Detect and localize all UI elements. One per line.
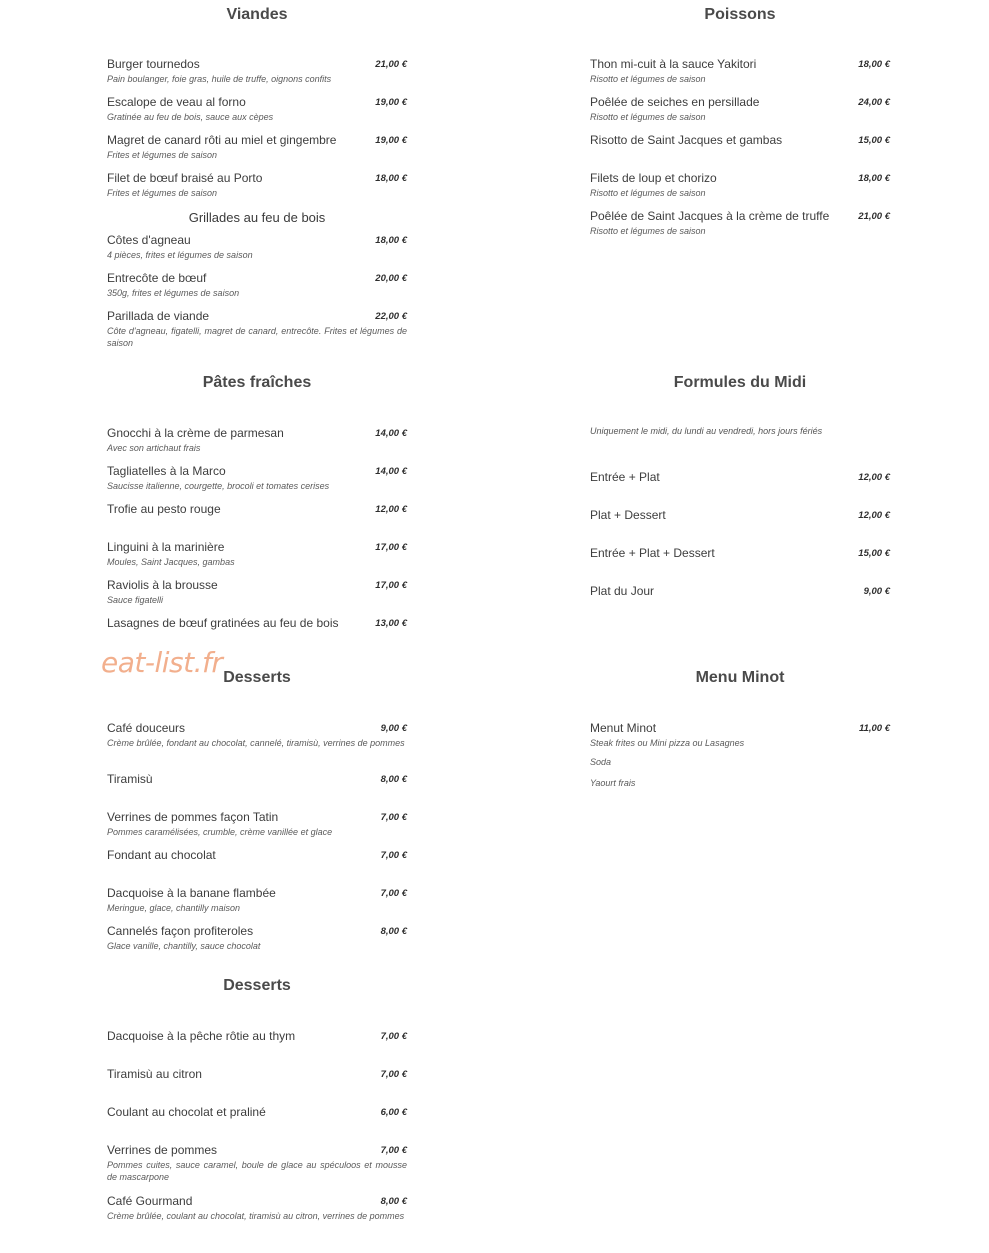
menu-item (107, 502, 407, 517)
item-price: 21,00 € (858, 211, 890, 222)
item-price: 14,00 € (375, 466, 407, 477)
menu-item (107, 924, 407, 952)
item-description: Moules, Saint Jacques, gambas (107, 557, 235, 567)
item-price: 21,00 € (375, 59, 407, 70)
section-title: Desserts (223, 977, 291, 994)
menu-item (590, 508, 890, 523)
item-description: Crème brûlée, fondant au chocolat, cannelé, tiramisù, verrines de pommes (107, 738, 405, 748)
menu-item (107, 810, 407, 838)
item-name: Lasagnes de bœuf gratinées au feu de bois (107, 616, 339, 630)
item-description: Saucisse italienne, courgette, brocoli et tomates cerises (107, 481, 330, 491)
item-name: Raviolis à la brousse (107, 578, 218, 592)
item-name: Filet de bœuf braisé au Porto (107, 171, 263, 185)
menu-item (107, 133, 407, 161)
item-price: 12,00 € (858, 472, 890, 483)
menu-item (107, 57, 407, 85)
item-price: 8,00 € (380, 926, 407, 937)
watermark-logo: eat-list.fr (101, 646, 223, 679)
formules-note: Uniquement le midi, du lundi au vendredi, hors jours fériés (590, 426, 823, 436)
menu-item (107, 1143, 407, 1183)
menu-item (107, 1105, 407, 1120)
item-name: Risotto de Saint Jacques et gambas (590, 133, 783, 147)
item-description: 4 pièces, frites et légumes de saison (107, 250, 253, 260)
item-name: Cannelés façon profiteroles (107, 924, 254, 938)
item-description: Steak frites ou Mini pizza ou Lasagnes (590, 738, 745, 748)
section-title: Poissons (704, 6, 776, 23)
item-description: Pommes cuites, sauce caramel, boule de glace au spéculoos et mousse de mascarpone (107, 1160, 407, 1182)
subsection-title: Grillades au feu de bois (188, 210, 326, 225)
item-name: Verrines de pommes (107, 1143, 218, 1157)
section-pates-fraiches (107, 373, 407, 643)
item-description: Crème brûlée, coulant au chocolat, tiramisù au citron, verrines de pommes (107, 1211, 405, 1221)
section-title: Pâtes fraîches (202, 374, 312, 391)
menu-item (107, 233, 407, 261)
item-description: Pommes caramélisées, crumble, crème vanillée et glace (107, 827, 333, 837)
section-title: Menu Minot (695, 669, 785, 686)
section-menu-minot (590, 668, 890, 798)
item-name: Entrée + Plat + Dessert (590, 546, 715, 560)
item-name: Café douceurs (107, 721, 186, 735)
menu-item (590, 57, 890, 85)
item-description: Risotto et légumes de saison (590, 188, 706, 198)
item-description: Pain boulanger, foie gras, huile de truffe, oignons confits (107, 74, 332, 84)
item-price: 12,00 € (375, 504, 407, 515)
item-price: 7,00 € (380, 888, 407, 899)
item-name: Entrecôte de bœuf (107, 271, 207, 285)
item-name: Plat du Jour (590, 584, 655, 598)
menu-item (107, 95, 407, 123)
item-price: 18,00 € (375, 235, 407, 246)
section-title: Viandes (226, 6, 288, 23)
item-description: Avec son artichaut frais (107, 443, 201, 453)
item-name: Menut Minot (590, 721, 657, 735)
menu-minot-dessert: Yaourt frais (590, 778, 636, 788)
menu-item (107, 616, 407, 631)
item-price: 12,00 € (858, 510, 890, 521)
menu-item (107, 171, 407, 199)
menu-item (590, 546, 890, 561)
item-price: 6,00 € (380, 1107, 407, 1118)
menu-item (107, 578, 407, 606)
menu-item (107, 271, 407, 299)
item-price: 24,00 € (858, 97, 890, 108)
item-description: Frites et légumes de saison (107, 188, 218, 198)
item-price: 17,00 € (375, 580, 407, 591)
item-description: Risotto et légumes de saison (590, 112, 706, 122)
item-price: 14,00 € (375, 428, 407, 439)
item-name: Verrines de pommes façon Tatin (107, 810, 279, 824)
item-price: 7,00 € (380, 850, 407, 861)
item-name: Poêlée de seiches en persillade (590, 95, 760, 109)
section-title: Formules du Midi (673, 374, 807, 391)
item-price: 7,00 € (380, 812, 407, 823)
item-name: Filets de loup et chorizo (590, 171, 717, 185)
item-price: 20,00 € (375, 273, 407, 284)
item-description: Risotto et légumes de saison (590, 226, 706, 236)
item-name: Escalope de veau al forno (107, 95, 246, 109)
item-name: Café Gourmand (107, 1194, 193, 1208)
item-description: Frites et légumes de saison (107, 150, 218, 160)
item-description: Glace vanille, chantilly, sauce chocolat (107, 941, 261, 951)
section-formules-midi (590, 373, 890, 613)
section-desserts (107, 668, 407, 958)
item-price: 9,00 € (380, 723, 407, 734)
item-description: Gratinée au feu de bois, sauce aux cèpes (107, 112, 274, 122)
item-price: 19,00 € (375, 97, 407, 108)
menu-item (107, 848, 407, 863)
menu-minot-drink: Soda (590, 757, 612, 767)
section-title: Desserts (223, 669, 291, 686)
menu-item (590, 95, 890, 123)
menu-item (107, 1194, 407, 1222)
item-price: 7,00 € (380, 1069, 407, 1080)
item-price: 8,00 € (380, 1196, 407, 1207)
item-price: 13,00 € (375, 618, 407, 629)
item-price: 7,00 € (380, 1031, 407, 1042)
menu-item (590, 209, 890, 237)
menu-item (590, 171, 890, 199)
item-price: 11,00 € (859, 723, 890, 734)
item-price: 15,00 € (858, 548, 890, 559)
menu-item (107, 464, 407, 492)
section-poissons (590, 5, 890, 245)
item-name: Parillada de viande (107, 309, 210, 323)
menu-item (590, 721, 890, 749)
item-description: Côte d'agneau, figatelli, magret de canard, entrecôte. Frites et légumes de saison (107, 326, 407, 348)
menu-item (590, 133, 890, 148)
item-description: Meringue, glace, chantilly maison (107, 903, 241, 913)
menu-item (107, 309, 407, 349)
item-name: Coulant au chocolat et praliné (107, 1105, 266, 1119)
item-name: Magret de canard rôti au miel et gingembre (107, 133, 337, 147)
item-name: Fondant au chocolat (107, 848, 216, 862)
section-viandes (107, 5, 407, 355)
item-price: 18,00 € (375, 173, 407, 184)
item-price: 22,00 € (375, 311, 407, 322)
menu-item (107, 1029, 407, 1044)
item-name: Dacquoise à la banane flambée (107, 886, 276, 900)
item-name: Poêlée de Saint Jacques à la crème de truffe (590, 209, 830, 223)
item-price: 9,00 € (863, 586, 890, 597)
item-price: 15,00 € (858, 135, 890, 146)
item-price: 18,00 € (858, 173, 890, 184)
section-desserts-2 (107, 976, 407, 1246)
item-name: Linguini à la marinière (107, 540, 225, 554)
menu-item (107, 540, 407, 568)
item-name: Côtes d'agneau (107, 233, 191, 247)
menu-item (107, 721, 407, 749)
menu-item (107, 772, 407, 787)
menu-item (107, 1067, 407, 1082)
menu-item (107, 886, 407, 914)
item-description: Sauce figatelli (107, 595, 164, 605)
item-price: 17,00 € (375, 542, 407, 553)
item-name: Tagliatelles à la Marco (107, 464, 226, 478)
item-name: Tiramisù (107, 772, 153, 786)
item-price: 7,00 € (380, 1145, 407, 1156)
item-name: Entrée + Plat (590, 470, 660, 484)
item-name: Dacquoise à la pêche rôtie au thym (107, 1029, 296, 1043)
item-price: 18,00 € (858, 59, 890, 70)
item-name: Thon mi-cuit à la sauce Yakitori (590, 57, 757, 71)
item-name: Burger tournedos (107, 57, 200, 71)
item-name: Trofie au pesto rouge (107, 502, 221, 516)
item-description: 350g, frites et légumes de saison (107, 288, 240, 298)
menu-item (590, 584, 890, 599)
item-description: Risotto et légumes de saison (590, 74, 706, 84)
menu-item (107, 426, 407, 454)
item-price: 19,00 € (375, 135, 407, 146)
item-name: Tiramisù au citron (107, 1067, 202, 1081)
item-price: 8,00 € (380, 774, 407, 785)
menu-item (590, 470, 890, 485)
item-name: Plat + Dessert (590, 508, 666, 522)
item-name: Gnocchi à la crème de parmesan (107, 426, 284, 440)
